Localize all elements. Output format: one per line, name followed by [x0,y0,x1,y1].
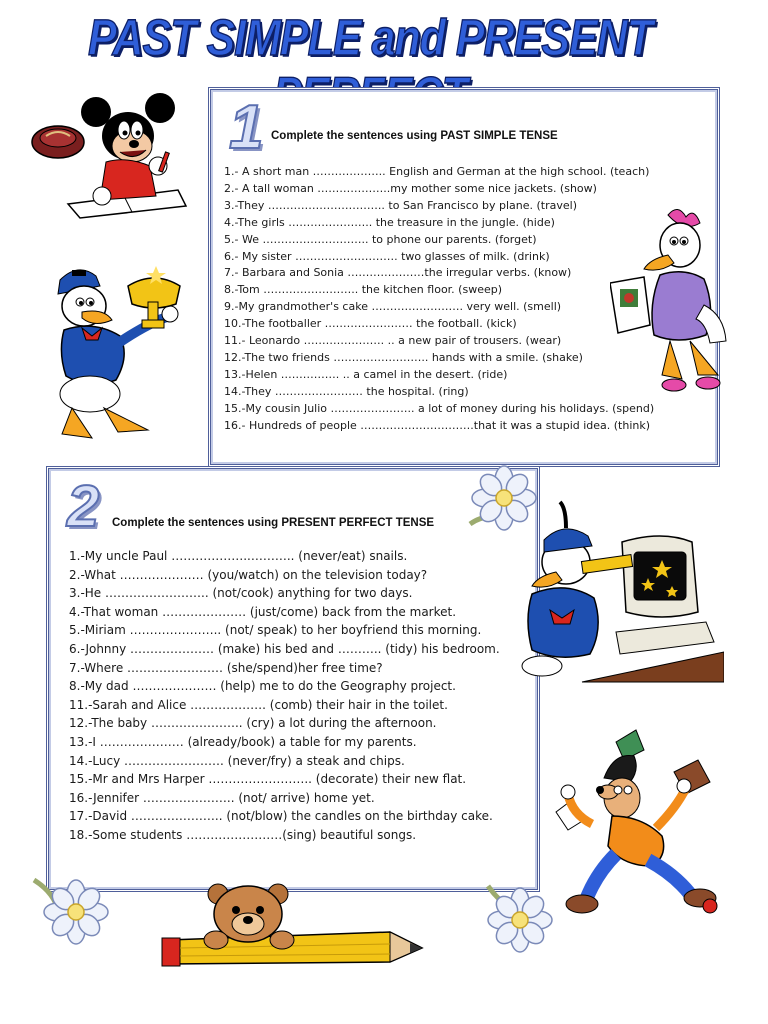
exercise-1-heading: Complete the sentences using PAST SIMPLE TENSE [271,130,558,142]
list-item: 9.-My grandmother's cake ……………………. very well. (smell) [224,300,562,314]
list-item: 16.-Jennifer ………………….. (not/ arrive) home yet. [69,790,375,805]
list-item: 12.-The two friends …………………….. hands with a smile. (shake) [224,350,583,364]
list-item: 6.-Johnny ………………… (make) his bed and ……….. (tidy) his bedroom. [69,641,500,656]
list-item: 7.- Barbara and Sonia …………………the irregular verbs. (know) [224,266,572,280]
list-item: 3.-They ………………………….. to San Francisco by plane. (travel) [224,198,578,212]
list-item: 13.-Helen ……………. .. a camel in the desert. (ride) [224,367,508,381]
list-item: 11.-Sarah and Alice ………………. (comb) their hair in the toilet. [69,697,448,712]
list-item: 17.-David ………………….. (not/blow) the candles on the birthday cake. [69,809,493,824]
list-item: 13.-I ………………… (already/book) a table for my parents. [69,734,417,749]
flower-decoration-top [460,464,544,536]
daisy-duck-reading-illustration [610,205,732,397]
list-item: 12.-The baby ………………….. (cry) a lot during the afternoon. [69,716,437,731]
flower-decoration-left [30,872,114,948]
exercise-2-heading: Complete the sentences using PRESENT PERFECT TENSE [112,517,435,529]
flower-decoration-right [476,876,560,960]
list-item: 6.- My sister ………………………. two glasses of milk. (drink) [224,249,550,263]
list-item: 4.-The girls ………………….. the treasure in the jungle. (hide) [224,215,555,229]
list-item: 8.-Tom …………………….. the kitchen floor. (sweep) [224,283,503,297]
list-item: 15.-Mr and Mrs Harper …………………….. (decorate) their new flat. [69,772,467,787]
list-item: 1.- A short man ……………….. English and German at the high school. (teach) [224,165,650,178]
list-item: 15.-My cousin Julio ………………….. a lot of money during his holidays. (spend) [224,401,655,415]
goofy-falling-books-illustration [552,728,728,918]
list-item: 5.- We ……………………….. to phone our parents. (forget) [224,232,537,246]
list-item: 3.-He …………………….. (not/cook) anything for two days. [69,586,413,601]
list-item: 2.- A tall woman ………………..my mother some nice jackets. (show) [224,181,597,195]
list-item: 11.- Leonardo …………………. .. a new pair of trousers. (wear) [224,334,562,348]
exercise-number-2: 2 [67,474,100,539]
list-item: 10.-The footballer …………………… the football. (kick) [224,317,517,331]
list-item: 8.-My dad ………………… (help) me to do the Geography project. [69,679,456,694]
exercise-1-list [224,164,654,435]
list-item: 14.-Lucy ……………………. (never/fry) a steak and chips. [69,753,405,768]
teddy-bear-pencil-illustration [158,878,424,974]
exercise-2-list [69,547,500,845]
mickey-mouse-reading-illustration [28,92,190,220]
list-item: 18.-Some students ……………………(sing) beautiful songs. [69,827,417,842]
list-item: 4.-That woman ………………… (just/come) back from the market. [69,604,457,619]
exercise-number-1: 1 [229,93,264,162]
list-item: 1.-My uncle Paul ………………..……….. (never/eat) snails. [69,549,408,563]
donald-duck-trophy-illustration [38,262,194,446]
list-item: 7.-Where …………………… (she/spend)her free time? [69,660,383,675]
list-item: 14.-They …………………… the hospital. (ring) [224,384,469,398]
list-item: 16.- Hundreds of people ………………………….that it was a stupid idea. (think) [224,418,651,432]
page-title: PAST SIMPLE and PRESENT [88,10,652,67]
list-item: 2.-What ………………… (you/watch) on the television today? [69,567,428,582]
list-item: 5.-Miriam ………………….. (not/ speak) to her boyfriend this morning. [69,623,482,638]
